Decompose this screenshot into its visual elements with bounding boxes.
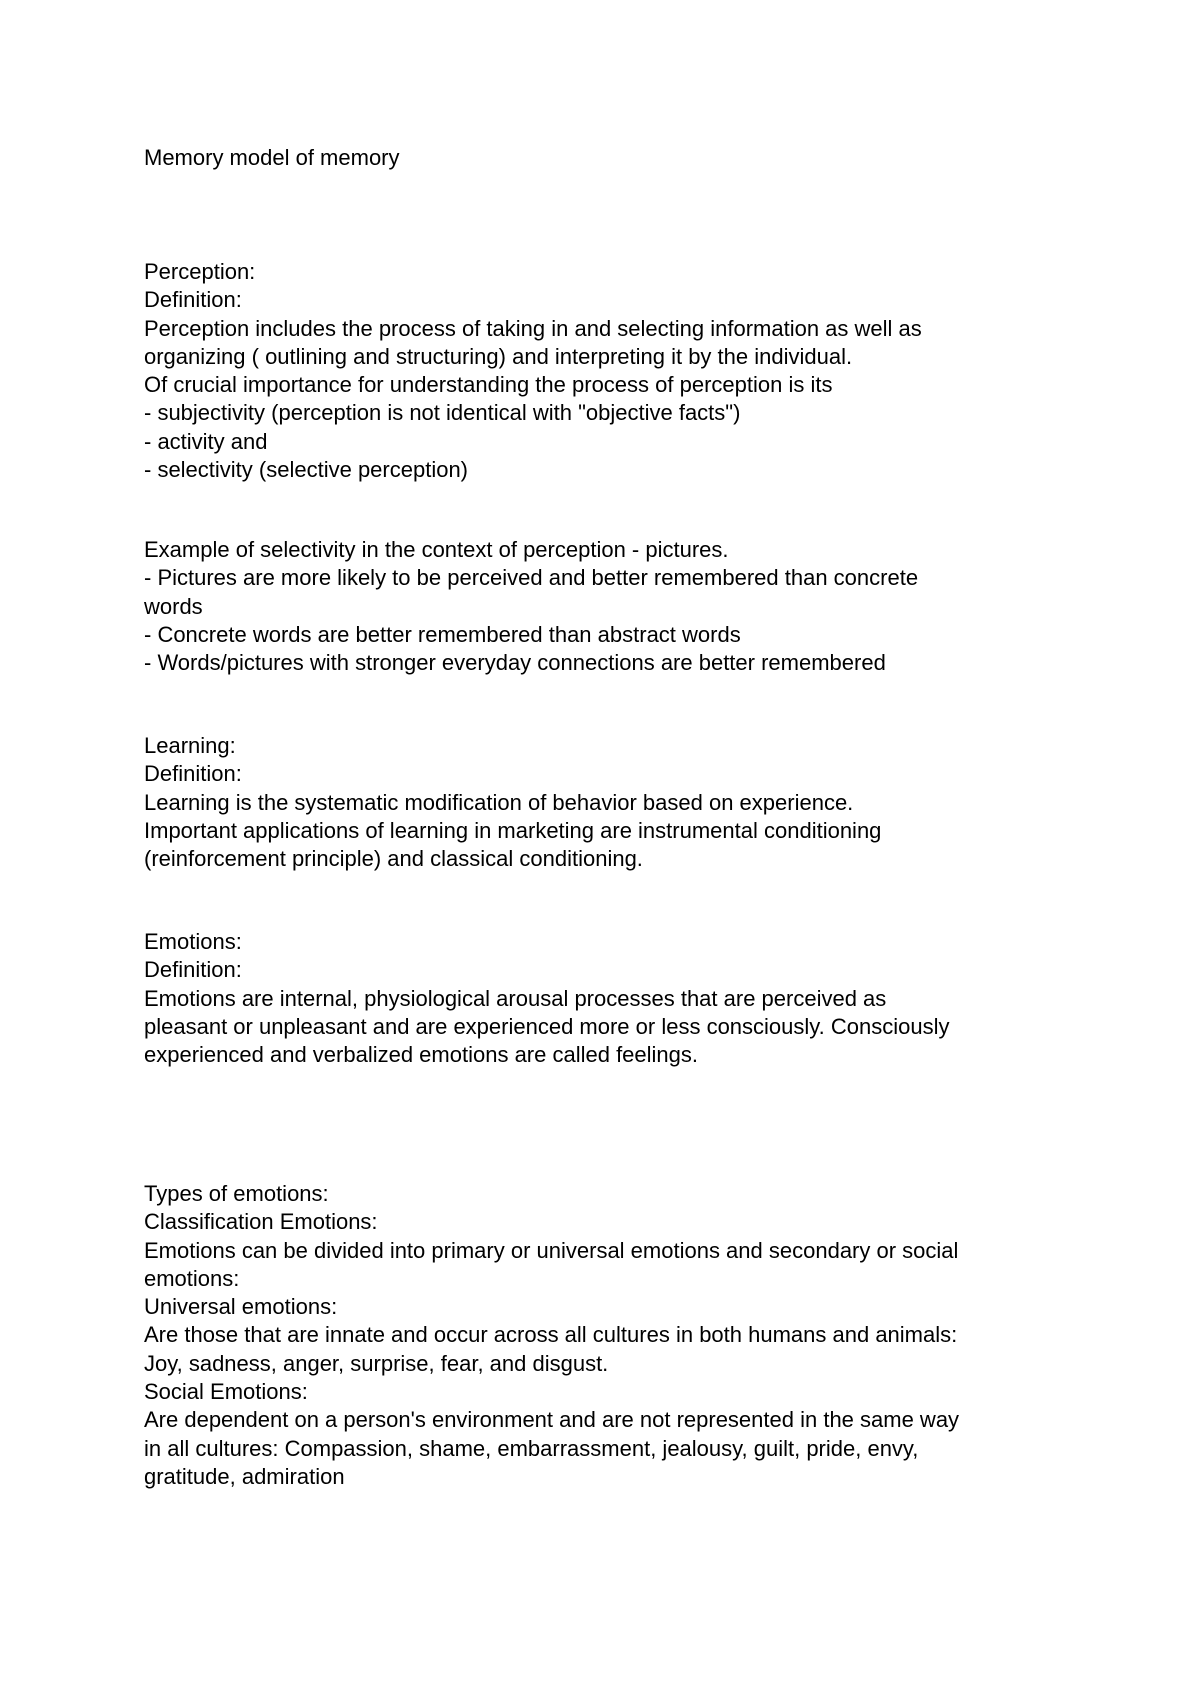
perception-line: - subjectivity (perception is not identical with "objective facts") — [144, 400, 741, 426]
types-of-emotions-section — [144, 1180, 1074, 1491]
perception-heading: Perception: — [144, 259, 256, 284]
learning-line: Learning is the systematic modification of behavior based on experience. — [144, 789, 854, 815]
example-line: words — [144, 593, 203, 619]
learning-line: (reinforcement principle) and classical conditioning. — [144, 846, 643, 872]
perception-section — [144, 258, 1074, 484]
types-line: gratitude, admiration — [144, 1463, 345, 1489]
perception-line: organizing ( outlining and structuring) and interpreting it by the individual. — [144, 343, 853, 369]
types-line: emotions: — [144, 1265, 240, 1291]
types-line: Are dependent on a person's environment and are not represented in the same way — [144, 1407, 960, 1433]
types-classification-label: Classification Emotions: — [144, 1209, 378, 1235]
emotions-definition-label: Definition: — [144, 957, 242, 983]
emotions-line: pleasant or unpleasant and are experienced more or less consciously. Consciously — [144, 1013, 950, 1039]
emotions-line: Emotions are internal, physiological arousal processes that are perceived as — [144, 985, 887, 1011]
example-line: - Words/pictures with stronger everyday connections are better remembered — [144, 650, 886, 676]
example-line: - Pictures are more likely to be perceived and better remembered than concrete — [144, 565, 919, 591]
types-line: Emotions can be divided into primary or universal emotions and secondary or social — [144, 1237, 959, 1263]
learning-line: Important applications of learning in marketing are instrumental conditioning — [144, 817, 882, 843]
learning-heading: Learning: — [144, 733, 236, 758]
emotions-section — [144, 928, 1074, 1069]
perception-line: - activity and — [144, 428, 268, 454]
title-block — [144, 144, 1074, 172]
types-line: in all cultures: Compassion, shame, embarrassment, jealousy, guilt, pride, envy, — [144, 1435, 919, 1461]
perception-line: Perception includes the process of taking in and selecting information as well as — [144, 315, 922, 341]
emotions-line: experienced and verbalized emotions are called feelings. — [144, 1042, 699, 1068]
selectivity-example-section — [144, 536, 1074, 677]
types-line: Are those that are innate and occur across all cultures in both humans and animals: — [144, 1322, 958, 1348]
perception-definition-label: Definition: — [144, 287, 242, 313]
emotions-heading: Emotions: — [144, 929, 242, 954]
types-line: Social Emotions: — [144, 1379, 308, 1405]
types-line: Joy, sadness, anger, surprise, fear, and disgust. — [144, 1350, 609, 1376]
example-line: - Concrete words are better remembered than abstract words — [144, 621, 741, 647]
learning-section — [144, 732, 1074, 873]
learning-definition-label: Definition: — [144, 761, 242, 787]
perception-line: Of crucial importance for understanding the process of perception is its — [144, 372, 833, 398]
types-heading: Types of emotions: — [144, 1181, 329, 1206]
types-line: Universal emotions: — [144, 1294, 338, 1320]
perception-line: - selectivity (selective perception) — [144, 457, 469, 483]
document-title: Memory model of memory — [144, 145, 400, 170]
example-line: Example of selectivity in the context of perception - pictures. — [144, 537, 729, 562]
